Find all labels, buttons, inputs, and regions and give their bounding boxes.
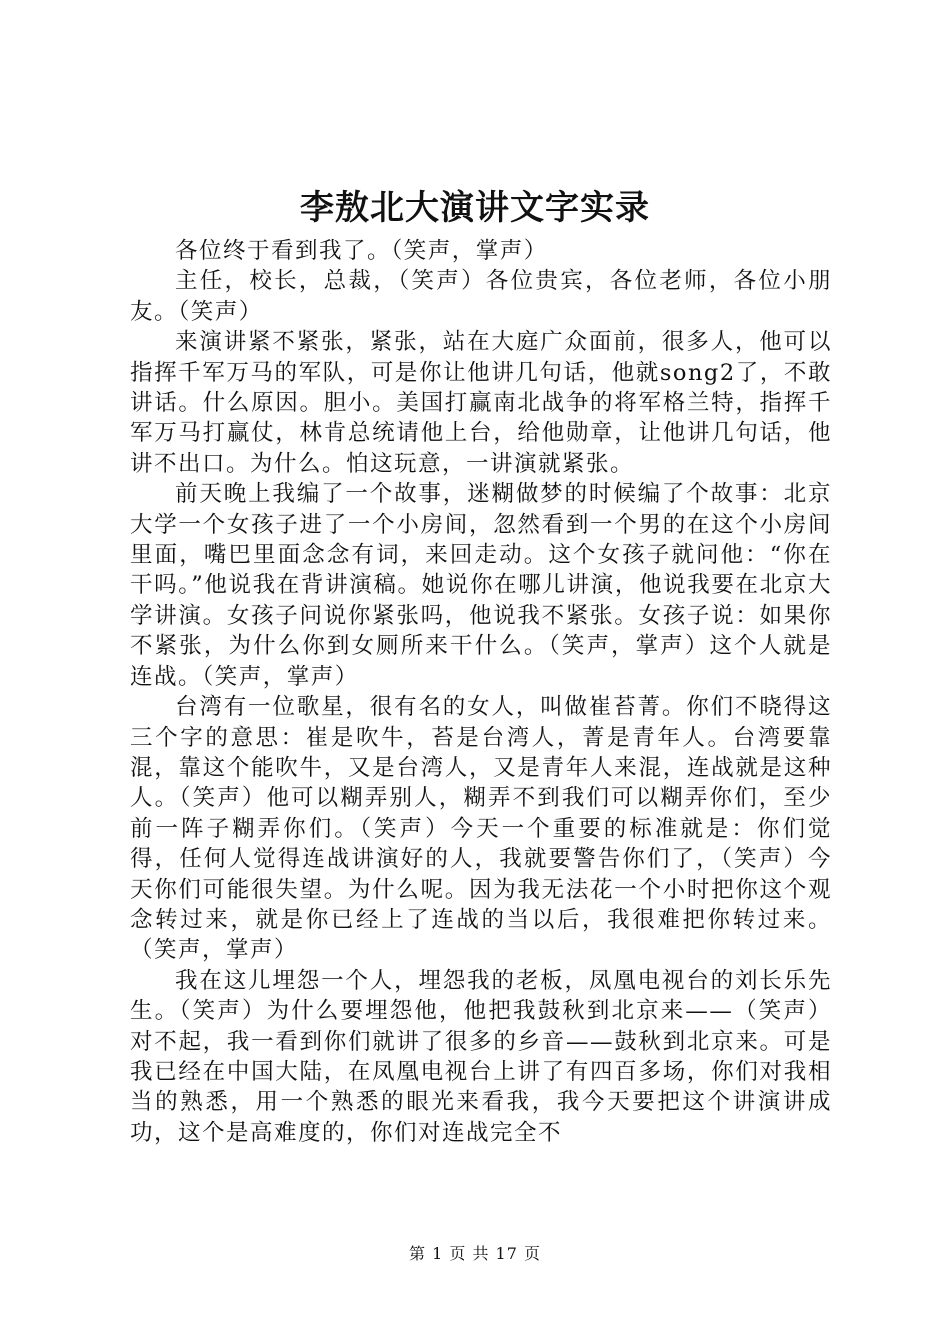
document-body	[130, 236, 832, 1148]
paragraph: 我在这儿埋怨一个人，埋怨我的老板，凤凰电视台的刘长乐先生。（笑声）为什么要埋怨他，他把我鼓秋到北京来——（笑声）对不起，我一看到你们就讲了很多的乡音——鼓秋到北京来。可是我已经在中国大陆，在凤凰电视台上讲了有四百多场，你们对我相当的熟悉，用一个熟悉的眼光来看我，我今天要把这个讲演讲成功，这个是高难度的，你们对连战完全不	[130, 967, 832, 1146]
document-title: 李敖北大演讲文字实录	[300, 188, 650, 228]
paragraph: 前天晚上我编了一个故事，迷糊做梦的时候编了个故事：北京大学一个女孩子进了一个小房间，忽然看到一个男的在这个小房间里面，嘴巴里面念念有词，来回走动。这个女孩子就问他：“你在干吗。”他说我在背讲演稿。她说你在哪儿讲演，他说我要在北京大学讲演。女孩子问说你紧张吗，他说我不紧张。女孩子说：如果你不紧张，为什么你到女厕所来干什么。（笑声，掌声）这个人就是连战。（笑声，掌声）	[130, 481, 832, 690]
paragraph: 主任，校长，总裁，（笑声）各位贵宾，各位老师，各位小朋友。（笑声）	[130, 268, 832, 325]
paragraph: 各位终于看到我了。（笑声，掌声）	[175, 238, 548, 264]
paragraph: 台湾有一位歌星，很有名的女人，叫做崔苔菁。你们不晓得这三个字的意思：崔是吹牛，苔是台湾人，菁是青年人。台湾要靠混，靠这个能吹牛，又是台湾人，又是青年人来混，连战就是这种人。（笑声）他可以糊弄别人，糊弄不到我们可以糊弄你们，至少前一阵子糊弄你们。（笑声）今天一个重要的标准就是：你们觉得，任何人觉得连战讲演好的人，我就要警告你们了，（笑声）今天你们可能很失望。为什么呢。因为我无法花一个小时把你这个观念转过来，就是你已经上了连战的当以后，我很难把你转过来。（笑声，掌声）	[130, 694, 832, 964]
page-number-footer: 第 1 页 共 17 页	[409, 1244, 541, 1263]
paragraph: 来演讲紧不紧张，紧张，站在大庭广众面前，很多人，他可以指挥千军万马的军队，可是你让他讲几句话，他就song2了，不敢讲话。什么原因。胆小。美国打赢南北战争的将军格兰特，指挥千军万马打赢仗，林肯总统请他上台，给他勋章，让他讲几句话，他讲不出口。为什么。怕这玩意，一讲演就紧张。	[130, 329, 832, 477]
